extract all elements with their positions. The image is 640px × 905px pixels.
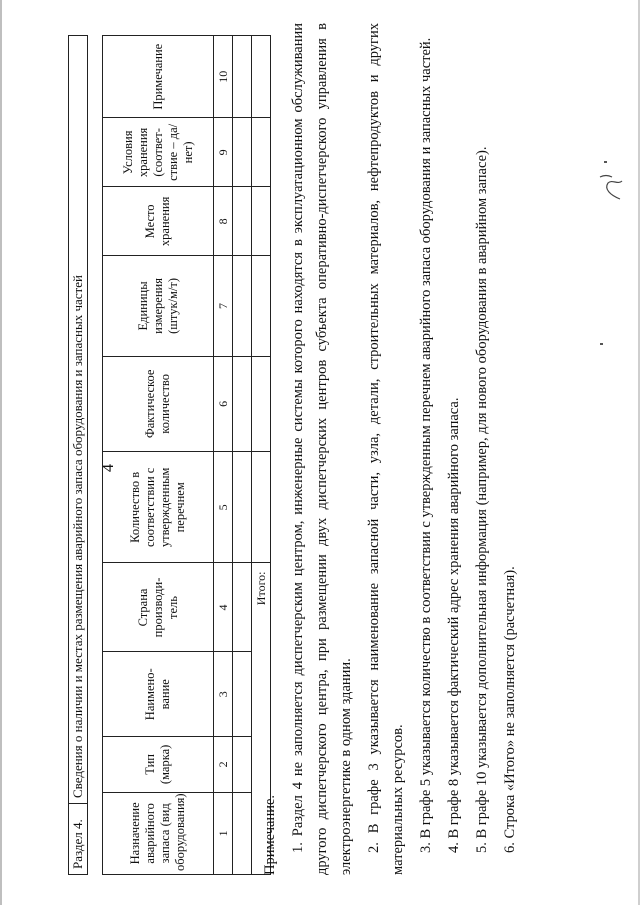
column-number: 6 bbox=[214, 356, 233, 452]
scan-speck bbox=[604, 161, 607, 163]
header-cell: Единицы измерения (штук/м/т) bbox=[103, 256, 214, 356]
table-cell bbox=[233, 118, 252, 187]
handwritten-mark bbox=[592, 165, 628, 205]
table-cell bbox=[233, 792, 252, 874]
header-cell: Наимено-вание bbox=[103, 652, 214, 737]
column-number: 3 bbox=[214, 652, 233, 737]
notes-section bbox=[258, 23, 526, 875]
scan-speck bbox=[600, 343, 603, 345]
note-item: 1. Раздел 4 не заполняется диспетчерским центром, инженерные системы которого находятся в эксплуатационном обслуживании другого диспетчерского центра, при размещении двух диспетчерских центров субъекта оперативно-диспетчерского управления в электроэнергетике в одном здании. bbox=[290, 23, 354, 875]
column-number: 5 bbox=[214, 452, 233, 563]
header-cell: Примечание bbox=[103, 36, 214, 118]
header-cell: Назначение аварийного запаса (вид оборудования) bbox=[103, 792, 214, 874]
total-label: Итого: bbox=[252, 563, 271, 875]
table-cell bbox=[233, 452, 252, 563]
emergency-reserve-table bbox=[102, 35, 271, 875]
section-header bbox=[68, 35, 88, 875]
section-title: Сведения о наличии и местах размещения аварийного запаса оборудования и запасных частей bbox=[69, 36, 88, 804]
column-number: 8 bbox=[214, 187, 233, 256]
table-cell bbox=[233, 737, 252, 793]
column-number: 2 bbox=[214, 737, 233, 793]
table-cell bbox=[233, 563, 252, 652]
note-item: 3. В графе 5 указывается количество в соответствии с утвержденным перечнем аварийного запаса оборудования и запасных частей. bbox=[418, 37, 434, 853]
column-number: 1 bbox=[214, 792, 233, 874]
table-cell bbox=[233, 256, 252, 356]
table-cell bbox=[233, 652, 252, 737]
header-cell: Количество в соответствии с утвержденным перечнем bbox=[103, 452, 214, 563]
notes-title: Примечание. bbox=[262, 794, 278, 875]
note-item: 2. В графе 3 указывается наименование запасной части, узла, детали, строительных материалов, нефтепродуктов и других материальных ресурсов. bbox=[366, 23, 406, 875]
table-cell bbox=[233, 187, 252, 256]
note-item: 5. В графе 10 указывается дополнительная информация (например, для нового оборудования в аварийном запасе). bbox=[474, 146, 490, 853]
header-row bbox=[103, 36, 214, 875]
empty-data-row bbox=[233, 36, 252, 875]
note-item: 4. В графе 8 указывается фактический адрес хранения аварийного запаса. bbox=[446, 397, 462, 853]
column-number: 10 bbox=[214, 36, 233, 118]
column-number: 4 bbox=[214, 563, 233, 652]
column-number: 7 bbox=[214, 256, 233, 356]
header-cell: Страна производи-тель bbox=[103, 563, 214, 652]
column-number-row bbox=[214, 36, 233, 875]
column-number: 9 bbox=[214, 118, 233, 187]
header-cell: Фактическое количество bbox=[103, 356, 214, 452]
page-number: 4 bbox=[100, 464, 117, 472]
header-cell: Место хранения bbox=[103, 187, 214, 256]
header-cell: Условия хранения (соответ-ствие – да/нет) bbox=[103, 118, 214, 187]
table-cell bbox=[233, 36, 252, 118]
table-cell bbox=[233, 356, 252, 452]
header-cell: Тип (марка) bbox=[103, 737, 214, 793]
section-label: Раздел 4. bbox=[69, 804, 88, 875]
note-item: 6. Строка «Итого» не заполняется (расчетная). bbox=[502, 566, 518, 853]
